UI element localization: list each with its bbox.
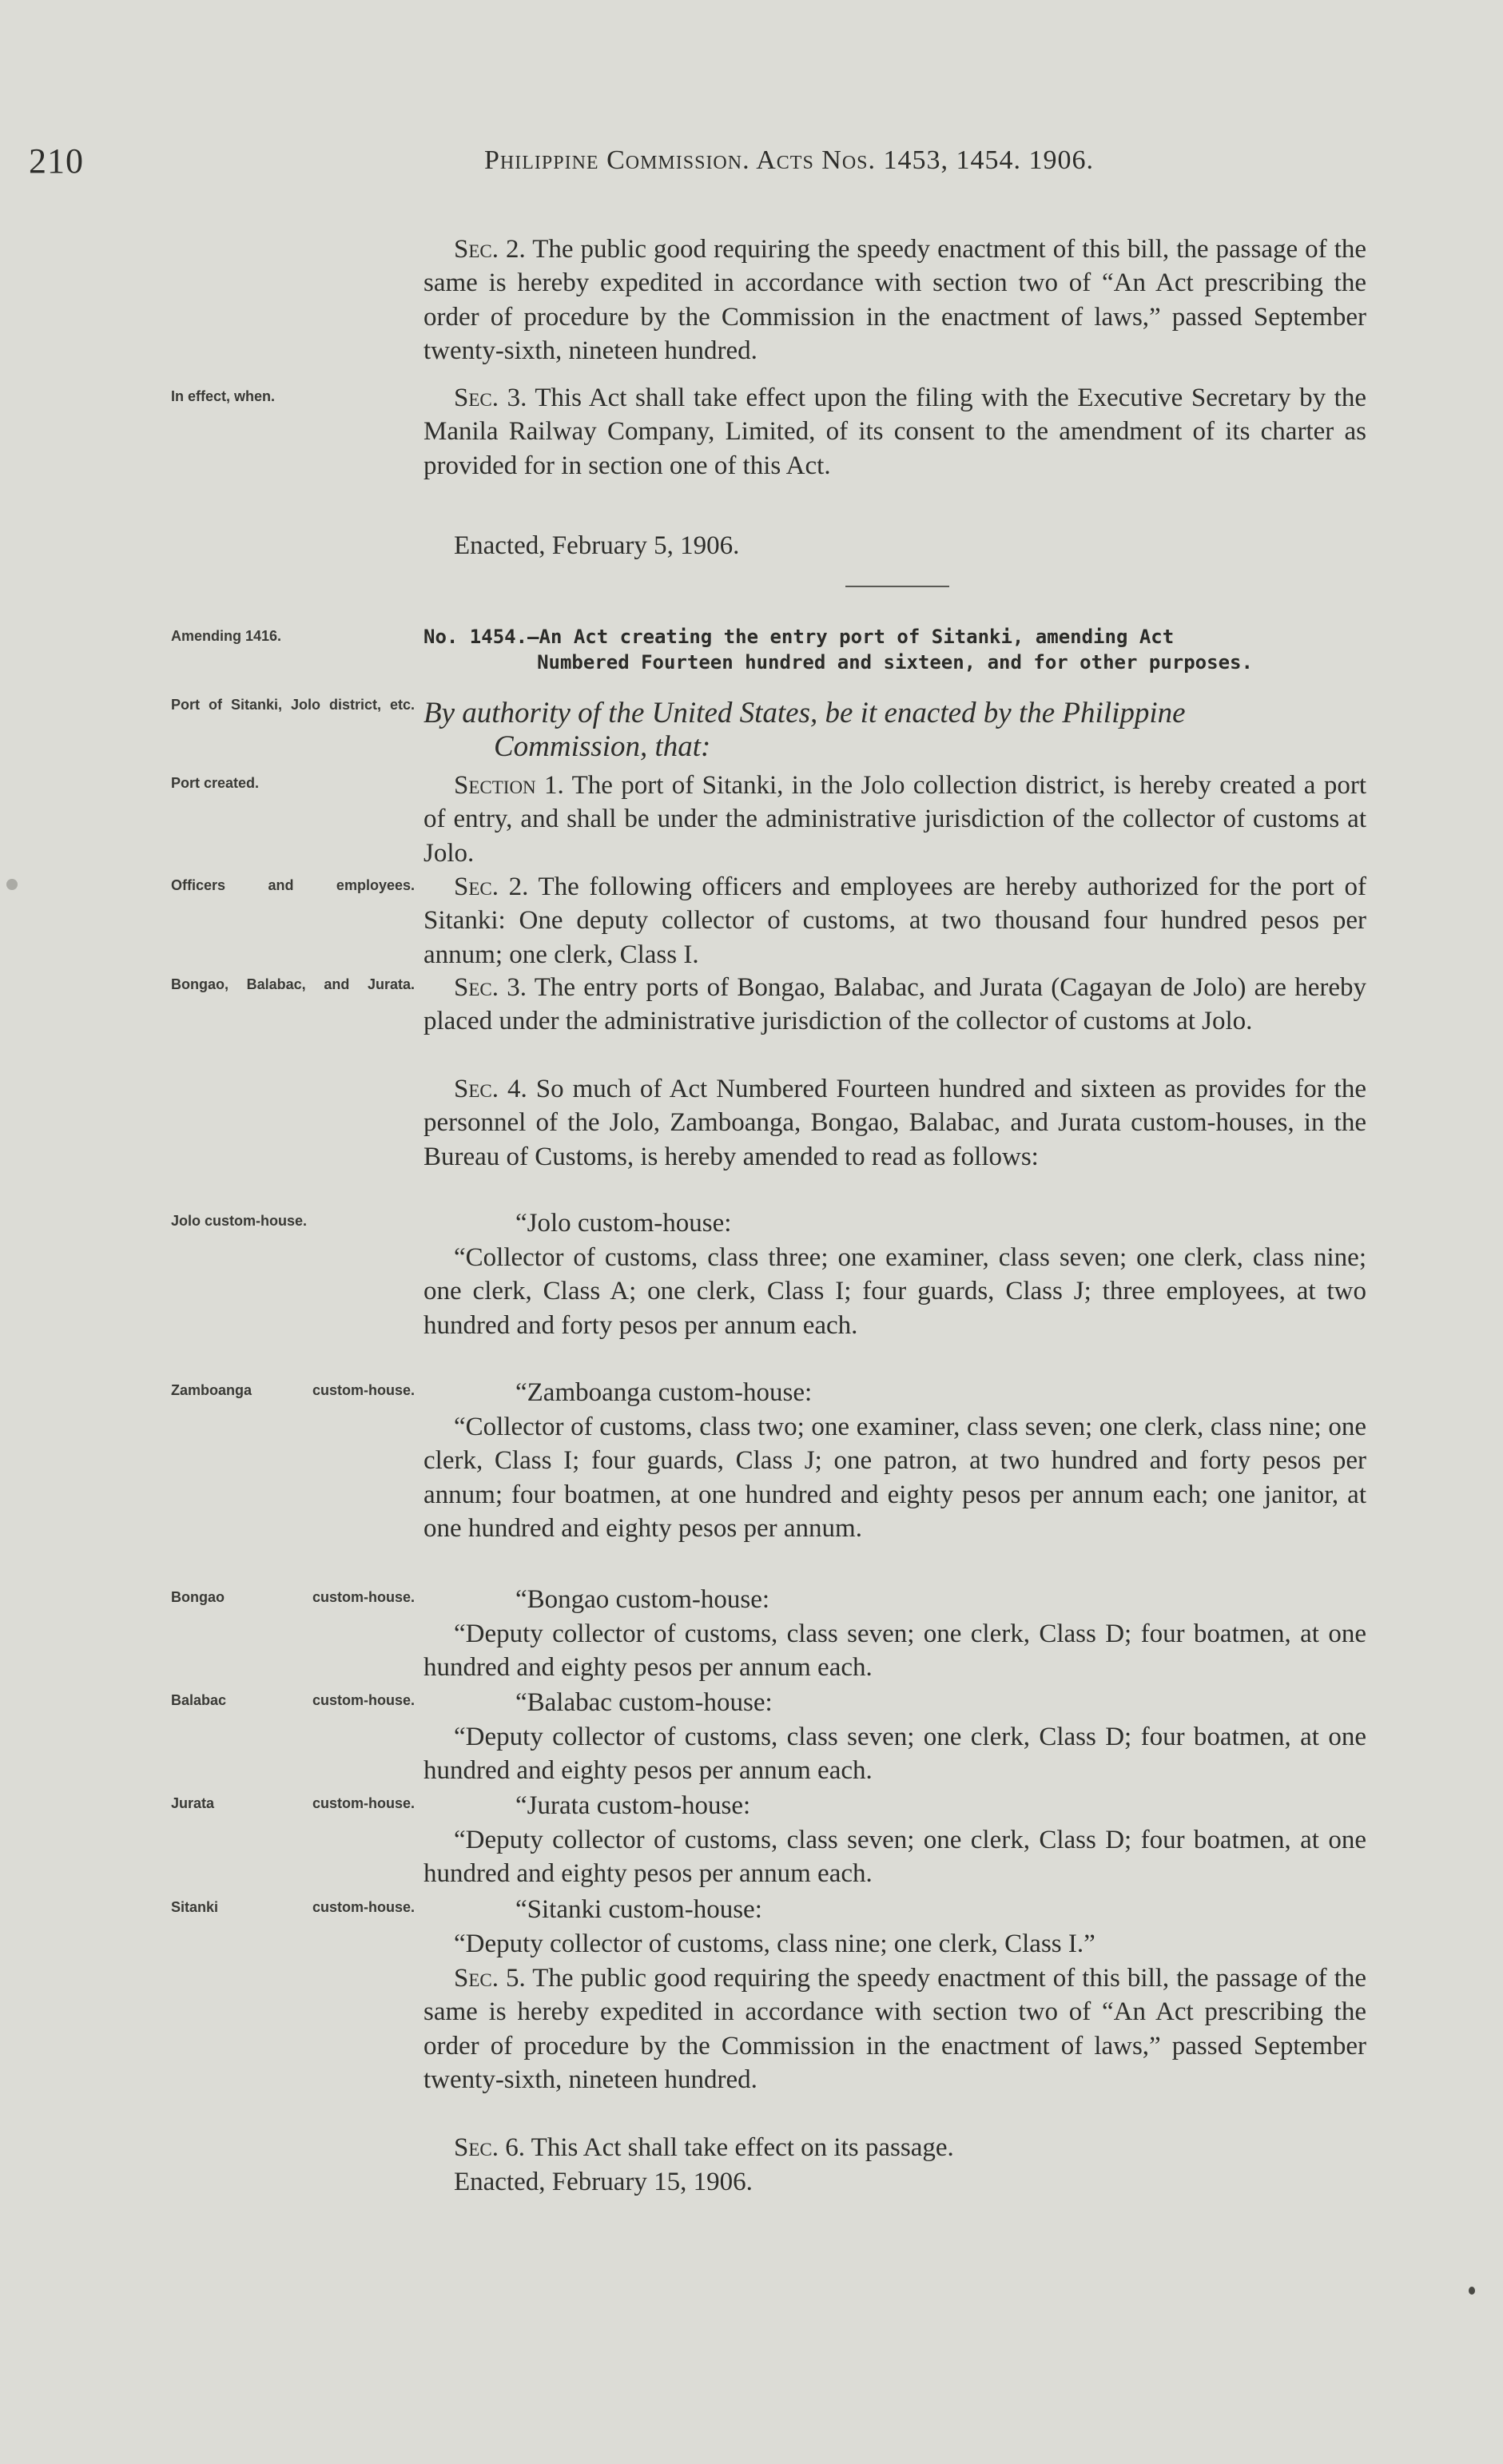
margin-note-jolo: Jolo custom-house. (171, 1213, 308, 1229)
margin-note-port-sitanki: Port of Sitanki, Jolo district, etc. (171, 697, 415, 713)
page-number: 210 (29, 141, 84, 181)
section-label: Sec. 2. (454, 235, 526, 264)
section-label: Sec. 6. (454, 2133, 525, 2162)
page-header (29, 141, 1387, 189)
zamboanga-heading: “Zamboanga custom-house: (515, 1378, 813, 1407)
section-text: The following officers and employees are hereby authorized for the port of Sitanki: One deputy collector of customs, at two thousand four hundred pesos per annum; one clerk, Class I. (423, 872, 1366, 969)
margin-note-bongao-balabac: Bongao, Balabac, and Jurata. (171, 976, 415, 992)
paper-speck (1469, 2287, 1475, 2295)
act-1453-section-3 (423, 381, 1366, 483)
enacting-clause (423, 697, 1366, 764)
margin-note-amending: Amending 1416. (171, 628, 282, 644)
sitanki-text: “Deputy collector of customs, class nine; one clerk, Class I.” (454, 1929, 1095, 1958)
section-text: The public good requiring the speedy enactment of this bill, the passage of the same is hereby expedited in accordance with section two of “An Act prescribing the order of procedure by the Commission in the enactment of laws,” passed September twenty-sixth, nineteen hundred. (423, 1964, 1367, 2094)
section-divider (845, 586, 949, 587)
section-text: So much of Act Numbered Fourteen hundred and sixteen as provides for the personnel of the Jolo, Zamboanga, Bongao, Balabac, and Jurata custom-houses, in the Bureau of Customs, is hereby amended to read as follows: (423, 1075, 1366, 1171)
enacting-line-1: By authority of the United States, be it enacted by the Philippine (423, 697, 1186, 729)
bongao-heading: “Bongao custom-house: (515, 1585, 770, 1614)
act-1454-section-2 (423, 870, 1366, 972)
balabac-text: “Deputy collector of customs, class seven; one clerk, Class D; four boatmen, at one hundred and eighty pesos per annum each. (423, 1723, 1366, 1786)
margin-note-zamboanga: Zamboanga custom-house. (171, 1382, 415, 1398)
margin-note-port-created: Port created. (171, 775, 260, 791)
act-title-line-2: Numbered Fourteen hundred and sixteen, and for other purposes. (537, 651, 1253, 674)
sitanki-heading: “Sitanki custom-house: (515, 1895, 762, 1924)
margin-note-balabac: Balabac custom-house. (171, 1692, 415, 1708)
section-text: The entry ports of Bongao, Balabac, and Jurata (Cagayan de Jolo) are hereby placed under the administrative jurisdiction of the collector of customs at Jolo. (423, 973, 1366, 1036)
jolo-text: “Collector of customs, class three; one examiner, class seven; one clerk, class nine; one clerk, Class A; one clerk, Class I; four guards, Class J; three employees, at two hundred and forty pesos per annum each. (423, 1243, 1366, 1340)
margin-note-bongao: Bongao custom-house. (171, 1589, 415, 1605)
zamboanga-text: “Collector of customs, class two; one examiner, class seven; one clerk, class nine; one clerk, Class I; four guards, Class J; one patron, at two hundred and forty pesos per annum; four boatmen, at one hundred and eighty pesos per annum each; one janitor, at one hundred and eighty pesos per annum. (423, 1413, 1366, 1543)
running-head: Philippine Commission. Acts Nos. 1453, 1454. 1906. (484, 145, 1095, 175)
act-1453-section-2 (423, 232, 1366, 368)
section-label: Sec. 2. (454, 872, 529, 901)
jurata-text: “Deputy collector of customs, class seven; one clerk, Class D; four boatmen, at one hundred and eighty pesos per annum each. (423, 1826, 1366, 1889)
section-label: Sec. 4. (454, 1075, 527, 1103)
section-text: The public good requiring the speedy enactment of this bill, the passage of the same is hereby expedited in accordance with section two of “An Act prescribing the order of procedure by the Commission in the enactment of laws,” passed September twenty-sixth, nineteen hundred. (423, 235, 1367, 365)
margin-note-jurata: Jurata custom-house. (171, 1795, 415, 1811)
bongao-text: “Deputy collector of customs, class seven; one clerk, Class D; four boatmen, at one hundred and eighty pesos per annum each. (423, 1619, 1366, 1683)
section-label: Sec. 3. (454, 384, 527, 412)
act-1454-section-6 (423, 2131, 1366, 2164)
balabac-heading: “Balabac custom-house: (515, 1688, 773, 1717)
section-text: This Act shall take effect upon the filing with the Executive Secretary by the Manila Railway Company, Limited, of its consent to the amendment of its charter as provided for in section one of this Act. (423, 384, 1366, 480)
section-label: Sec. 5. (454, 1964, 526, 1993)
margin-note-sitanki: Sitanki custom-house. (171, 1899, 415, 1915)
section-label: Section 1. (454, 771, 564, 800)
margin-note-in-effect: In effect, when. (171, 388, 276, 404)
act-title (423, 624, 1366, 675)
enacting-line-2: Commission, that: (494, 730, 711, 763)
act-1454-section-1 (423, 769, 1366, 870)
jolo-heading: “Jolo custom-house: (515, 1209, 732, 1238)
section-text: The port of Sitanki, in the Jolo collection district, is hereby created a port of entry, and shall be under the administrative jurisdiction of the collector of customs at Jolo. (423, 771, 1366, 868)
section-label: Sec. 3. (454, 973, 527, 1002)
act-1453-enacted: Enacted, February 5, 1906. (454, 531, 740, 560)
paper-smudge (6, 879, 18, 890)
act-title-line-1: No. 1454.—An Act creating the entry port of Sitanki, amending Act (423, 626, 1175, 648)
act-1454-section-3 (423, 971, 1366, 1039)
act-1454-section-4 (423, 1072, 1366, 1174)
act-1454-enacted: Enacted, February 15, 1906. (454, 2168, 753, 2196)
margin-note-officers: Officers and employees. (171, 877, 415, 893)
section-text: This Act shall take effect on its passage. (531, 2133, 954, 2162)
act-1454-section-5 (423, 1961, 1366, 2096)
jurata-heading: “Jurata custom-house: (515, 1791, 751, 1820)
